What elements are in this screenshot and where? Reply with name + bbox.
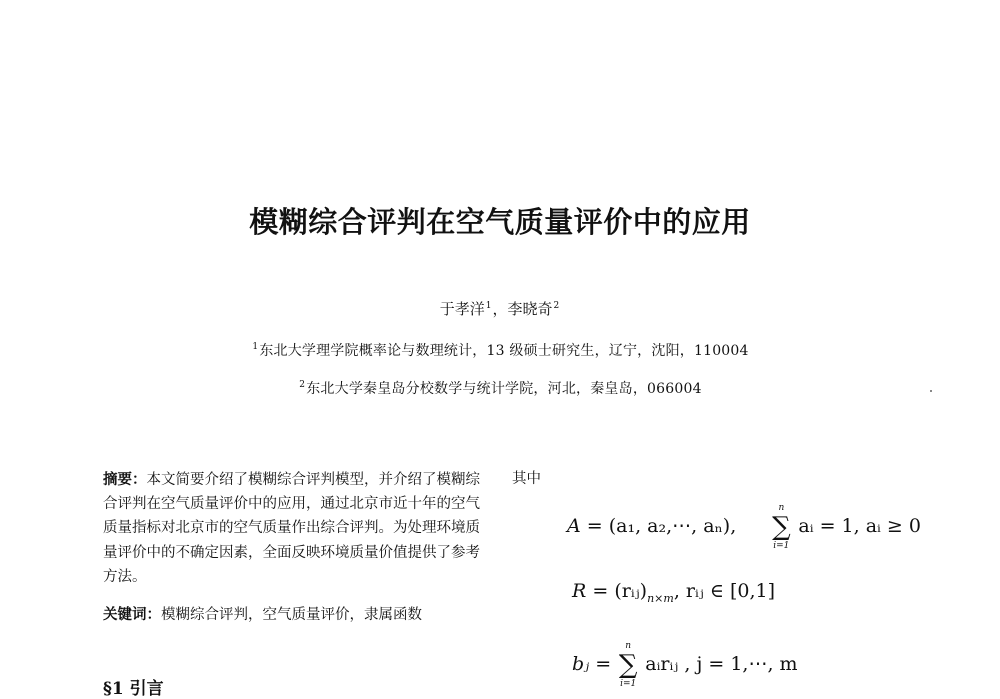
- author-1-affil-mark: 1: [485, 301, 492, 311]
- eq3-after-sum: aᵢrᵢⱼ , j = 1,⋯, m: [645, 653, 798, 675]
- paper-title: 模糊综合评判在空气质量评价中的应用: [249, 205, 751, 239]
- affiliation-2: [0, 378, 1000, 398]
- author-line: [0, 298, 1000, 319]
- keywords-colon: ：: [146, 606, 161, 624]
- equation-relation-matrix: [572, 580, 775, 605]
- eq1-after-sum: aᵢ = 1, aᵢ ≥ 0: [798, 515, 921, 537]
- affiliation-1-text: 东北大学理学院概率论与数理统计，13 级硕士研究生，辽宁，沈阳，110004: [259, 343, 749, 359]
- scan-speck: [930, 390, 932, 392]
- eq2-sub: n×m: [647, 591, 674, 605]
- eq1-sum-bottom: i=1: [773, 541, 790, 551]
- eq3-sum-top: n: [625, 641, 632, 651]
- equation-composite: bⱼ = ∑ n i=1 aᵢrᵢⱼ , j = 1,⋯, m: [572, 641, 798, 689]
- affiliation-2-mark: 2: [299, 380, 306, 391]
- abstract-text: 本文简要介绍了模糊综合评判模型，并介绍了模糊综合评判在空气质量评价中的应用，通过北京市近十年的空气质量指标对北京市的空气质量作出综合评判。为处理环境质量评价中的不确定因素，全面反映环境质量价值提供了参考方法。: [103, 472, 480, 585]
- keywords: [103, 603, 483, 627]
- eq3-lhs: bⱼ: [572, 653, 590, 675]
- author-separator: ，: [492, 300, 508, 318]
- right-column-label: 其中: [512, 471, 541, 487]
- eq1-lhs: A: [567, 515, 581, 537]
- eq2-body: = (rᵢⱼ): [592, 580, 648, 602]
- eq2-lhs: R: [572, 580, 587, 602]
- keywords-label: 关键词: [103, 606, 147, 624]
- author-2-affil-mark: 2: [553, 301, 560, 311]
- abstract-colon: ：: [132, 471, 147, 488]
- equation-weight-vector: [567, 503, 921, 551]
- eq1-sum-top: n: [778, 503, 785, 513]
- eq1-body: = (a₁, a₂,⋯, aₙ),: [586, 515, 737, 537]
- affiliation-1: [0, 340, 1000, 360]
- eq1-sum-symbol: ∑ n i=1: [772, 503, 791, 551]
- affiliation-2-text: 东北大学秦皇岛分校数学与统计学院，河北，秦皇岛，066004: [306, 381, 702, 397]
- eq3-sum-bottom: i=1: [620, 679, 637, 689]
- affiliation-1-mark: 1: [252, 342, 259, 353]
- abstract-label: 摘要: [103, 471, 132, 488]
- left-column: [103, 468, 483, 627]
- section-heading: §1 引言: [103, 679, 164, 699]
- keywords-text: 模糊综合评判，空气质量评价，隶属函数: [161, 607, 422, 624]
- eq2-rest: , rᵢⱼ ∈ [0,1]: [673, 580, 776, 602]
- eq3-sum-symbol: ∑ n i=1: [618, 641, 638, 689]
- abstract: [103, 468, 483, 589]
- author-2: 李晓奇: [507, 300, 553, 318]
- author-1: 于孝洋: [439, 300, 485, 318]
